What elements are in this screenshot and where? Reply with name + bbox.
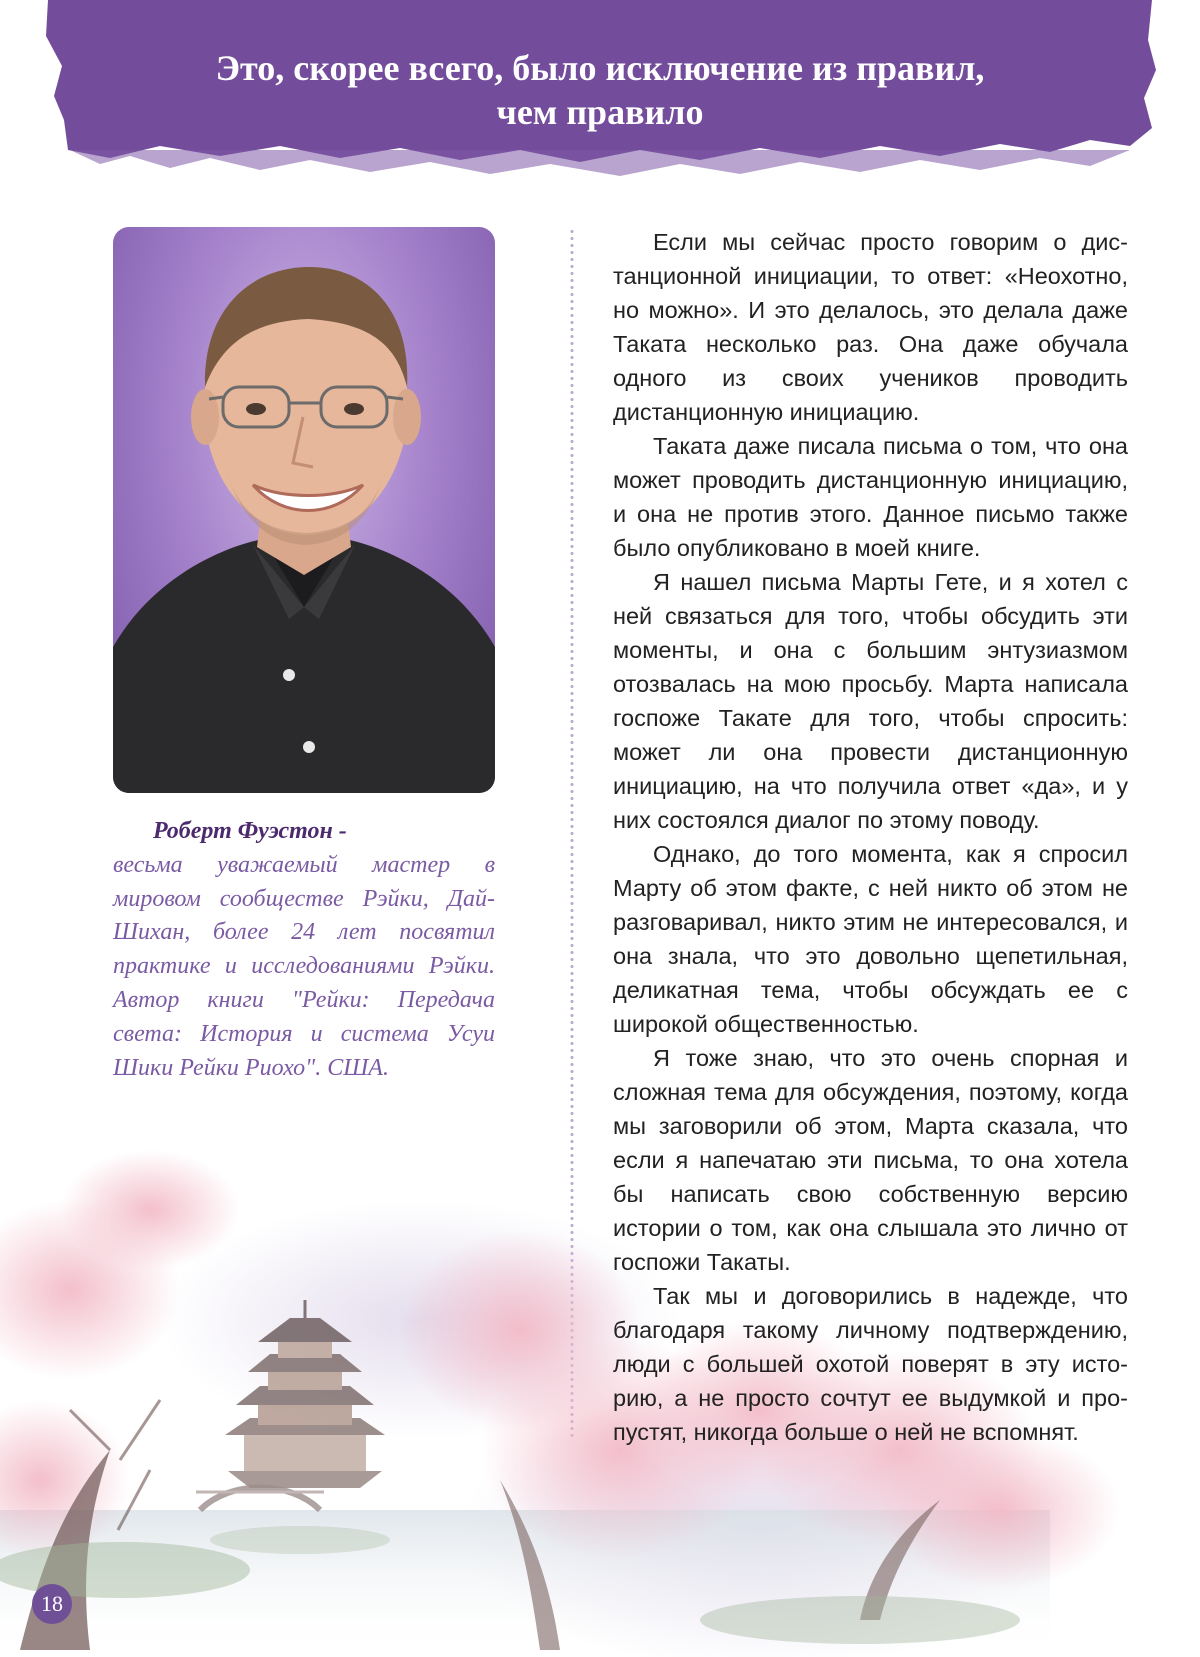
page-number: 18	[32, 1584, 72, 1624]
portrait-caption	[113, 815, 495, 1085]
article-paragraph-1: Если мы сейчас просто говорим о дистанционной инициации, то ответ: «Неохотно, но можно». И это делалось, это делала даже Таката несколько раз. Она даже обучала одного из своих учеников проводить дистанционную инициацию.	[613, 229, 1128, 425]
page-title	[100, 46, 1100, 134]
article-paragraph-5: Я тоже знаю, что это очень спорная и сложная тема для обсуждения, поэтому, когда мы заговорили об этом, Марта сказала, что если я напечатаю эти письма, то она хотела бы написать свою собственную версию истории о том, как она слышала это лично от госпожи Такаты.	[613, 1045, 1128, 1275]
article-paragraph-2: Таката даже писала письма о том, что она может проводить дистанционную инициацию, и она не против этого. Данное письмо также было опубликовано в моей книге.	[613, 433, 1128, 561]
article-body	[613, 225, 1128, 1449]
article-paragraph-3: Я нашел письма Марты Гете, и я хотел с ней связаться для того, чтобы обсудить эти моменты, и она с большим энтузиазмом отозвалась на мою просьбу. Марта написала госпоже Такате для того, чтобы спросить: может ли она провести дистанционную инициацию, на что получила ответ «да», и у них состоялся диалог по этому поводу.	[613, 569, 1128, 833]
author-description: весьма уважаемый мастер в мировом сообществе Рэйки, Дай-Шихан, более 24 лет посвятил практике и исследованиями Рэйки. Автор книги "Рейки: Передача света: История и система Усуи Шики Рейки Риохо". США.	[113, 851, 495, 1081]
article-paragraph-6: Так мы и договорились в надежде, что благодаря такому личному подтверждению, люди с большей охотой поверят в эту историю, а не просто сочтут ее выдумкой и пропустят, никогда больше о ней не вспомнят.	[613, 1283, 1128, 1445]
header-banner	[40, 0, 1160, 180]
page-title-line-2: чем правило	[496, 92, 704, 132]
article-paragraph-4: Однако, до того момента, как я спросил Марту об этом факте, с ней никто об этом не разговаривал, никто этим не интересовался, и она знала, что это довольно щепетильная, деликатная тема, чтобы обсуждать ее с широкой общественностью.	[613, 841, 1128, 1037]
page-title-line-1: Это, скорее всего, было исключение из правил,	[215, 48, 985, 88]
bridge-icon	[196, 1488, 324, 1511]
portrait-illustration	[113, 227, 495, 793]
portrait-photo	[113, 227, 495, 793]
author-name: Роберт Фуэстон -	[153, 818, 347, 844]
